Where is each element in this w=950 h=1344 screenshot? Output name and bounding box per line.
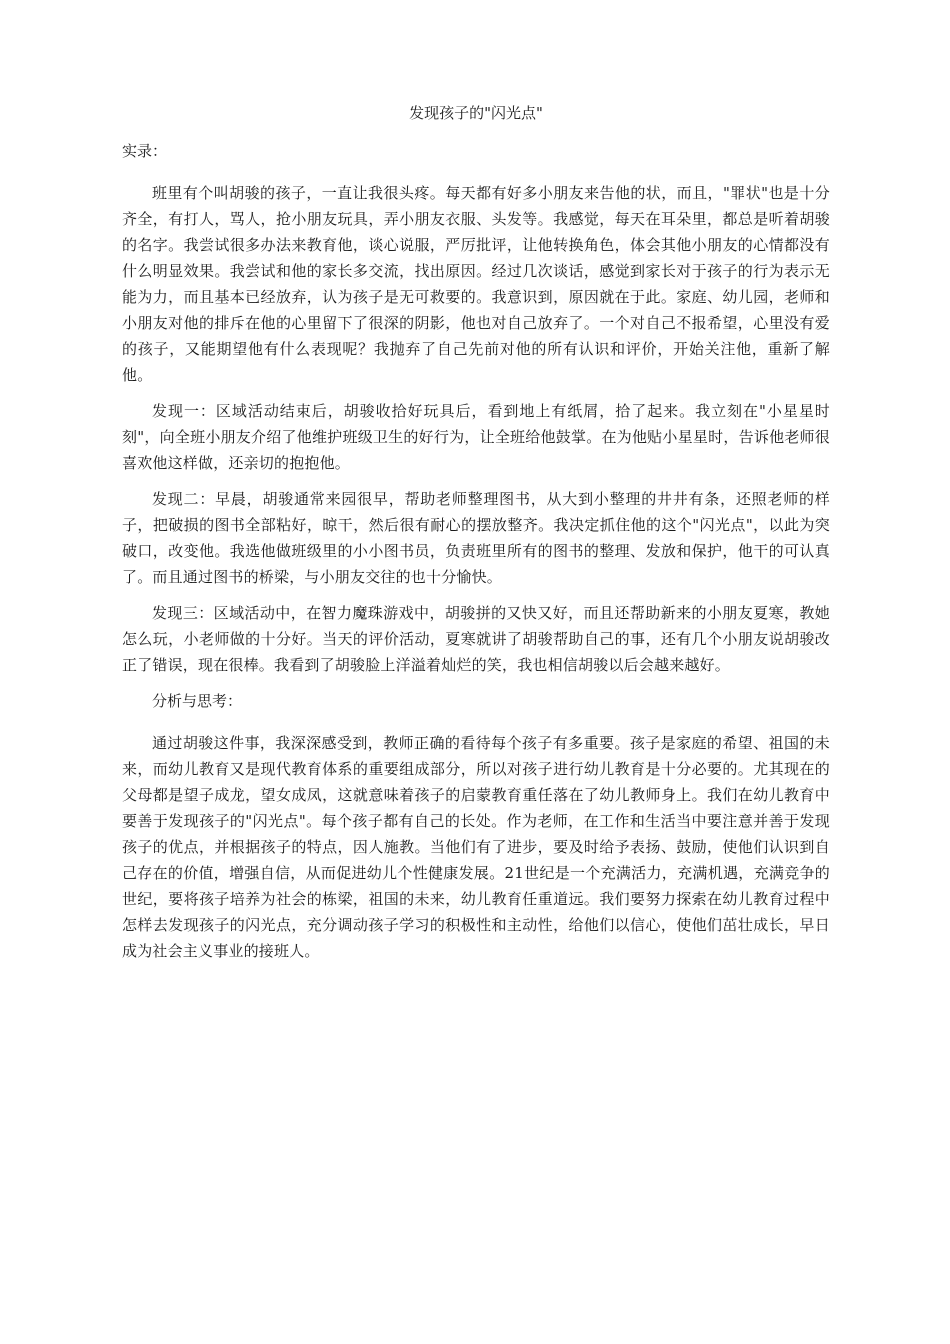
document-title: 发现孩子的"闪光点" bbox=[409, 104, 543, 122]
paragraph-analysis: 通过胡骏这件事，我深深感受到，教师正确的看待每个孩子有多重要。孩子是家庭的希望、祖国的未来，而幼儿教育又是现代教育体系的重要组成部分，所以对孩子进行幼儿教育是十分必要的。尤其现在的父母都是望子成龙，望女成凤，这就意味着孩子的启蒙教育重任落在了幼儿教师身上。我们在幼儿教育中要善于发现孩子的"闪光点"。每个孩子都有自己的长处。作为老师，在工作和生活当中要注意并善于发现孩子的优点，并根据孩子的特点，因人施教。当他们有了进步，要及时给予表扬、鼓励，使他们认识到自己存在的价值，增强自信，从而促进幼儿个性健康发展。21世纪是一个充满活力，充满机遇，充满竞争的世纪，要将孩子培养为社会的栋梁，祖国的未来，幼儿教育任重道远。我们要努力探索在幼儿教育过程中怎样去发现孩子的闪光点，充分调动孩子学习的积极性和主动性，给他们以信心，使他们茁壮成长，早日成为社会主义事业的接班人。 bbox=[122, 734, 830, 960]
paragraph-discovery-one: 发现一：区域活动结束后，胡骏收拾好玩具后，看到地上有纸屑，拾了起来。我立刻在"小星星时刻"，向全班小朋友介绍了他维护班级卫生的好行为，让全班给他鼓掌。在为他贴小星星时，告诉他老师很喜欢他这样做，还亲切的抱抱他。 bbox=[122, 402, 830, 472]
paragraph-intro: 班里有个叫胡骏的孩子，一直让我很头疼。每天都有好多小朋友来告他的状，而且，"罪状"也是十分齐全，有打人，骂人，抢小朋友玩具，弄小朋友衣服、头发等。我感觉，每天在耳朵里，都总是听着胡骏的名字。我尝试很多办法来教育他，谈心说服，严厉批评，让他转换角色，体会其他小朋友的心情都没有什么明显效果。我尝试和他的家长多交流，找出原因。经过几次谈话，感觉到家长对于孩子的行为表示无能为力，而且基本已经放弃，认为孩子是无可救要的。我意识到，原因就在于此。家庭、幼儿园，老师和小朋友对他的排斥在他的心里留下了很深的阴影，他也对自己放弃了。一个对自己不报希望，心里没有爱的孩子，又能期望他有什么表现呢？我抛弃了自己先前对他的所有认识和评价，开始关注他，重新了解他。 bbox=[122, 184, 830, 384]
analysis-label: 分析与思考： bbox=[152, 692, 243, 710]
record-label: 实录： bbox=[122, 142, 168, 160]
paragraph-discovery-three: 发现三：区域活动中，在智力魔珠游戏中，胡骏拼的又快又好，而且还帮助新来的小朋友夏寒，教她怎么玩，小老师做的十分好。当天的评价活动，夏寒就讲了胡骏帮助自己的事，还有几个小朋友说胡骏改正了错误，现在很棒。我看到了胡骏脸上洋溢着灿烂的笑，我也相信胡骏以后会越来越好。 bbox=[122, 604, 830, 674]
paragraph-discovery-two: 发现二：早晨，胡骏通常来园很早，帮助老师整理图书，从大到小整理的井井有条，还照老师的样子，把破损的图书全部粘好，晾干，然后很有耐心的摆放整齐。我决定抓住他的这个"闪光点"，以此为突破口，改变他。我选他做班级里的小小图书员，负责班里所有的图书的整理、发放和保护，他干的可认真了。而且通过图书的桥梁，与小朋友交往的也十分愉快。 bbox=[122, 490, 830, 586]
document-page bbox=[122, 100, 830, 974]
